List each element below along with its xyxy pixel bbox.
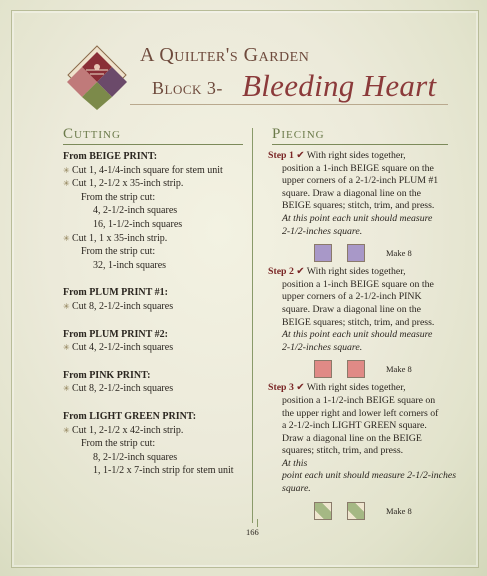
step-text: squares; stitch, trim, and press.: [282, 445, 404, 457]
check-icon: ✔: [293, 150, 307, 161]
block-unit-swatch: [314, 244, 332, 262]
step-line: [268, 175, 463, 188]
flower-bullet-icon: ✳: [63, 343, 70, 353]
step-line: [268, 279, 463, 292]
page-number: 166: [246, 527, 259, 537]
cutting-line: [63, 164, 251, 178]
step-line: [268, 200, 463, 213]
block-unit-swatch: [347, 502, 365, 520]
cutting-line-text: From the strip cut:: [81, 246, 156, 258]
cutting-line: [63, 245, 251, 259]
piecing-heading: Piecing: [272, 126, 325, 142]
column-divider: [252, 128, 253, 523]
block-name: Bleeding Heart: [242, 68, 437, 103]
cutting-line: [63, 218, 251, 232]
step-text: square. Draw a diagonal line on the: [282, 187, 422, 199]
block-unit-swatch: [314, 360, 332, 378]
step-text: With right sides together,: [306, 150, 406, 161]
cutting-line: [63, 232, 251, 246]
measure-note: 2-1/2-inches square.: [282, 225, 363, 237]
cutting-section-title: From BEIGE PRINT:: [63, 151, 158, 162]
flower-bullet-icon: ✳: [63, 384, 70, 394]
step-line: [268, 150, 463, 163]
cutting-line-text: 4, 2-1/2-inch squares: [93, 205, 178, 217]
block-unit-swatch: [347, 360, 365, 378]
step-text: Draw a diagonal line on the BEIGE: [282, 432, 422, 444]
cutting-line: [63, 424, 251, 438]
step-line: [268, 408, 463, 421]
step-text: With right sides together,: [306, 266, 406, 278]
cutting-line-text: Cut 4, 2-1/2-inch squares: [72, 342, 174, 354]
step-text: BEIGE squares; stitch, trim, and press.: [282, 200, 435, 212]
cutting-section-title: From PLUM PRINT #2:: [63, 328, 168, 340]
cutting-section-title: From LIGHT GREEN PRINT:: [63, 410, 197, 422]
make-row: [268, 238, 463, 266]
cutting-line-text: Cut 1, 2-1/2 x 35-inch strip.: [72, 178, 184, 190]
measure-note: point each unit should measure 2-1/2-inches: [282, 470, 457, 482]
step-text: square. Draw a diagonal line on the: [282, 303, 422, 315]
step-line: [268, 163, 463, 176]
measure-note: 2-1/2-inches square.: [282, 341, 363, 353]
title-rule: [130, 104, 448, 105]
measure-note: At this point each unit should measure: [282, 212, 433, 224]
cutting-line: [63, 451, 251, 465]
measure-note: square.: [282, 483, 311, 495]
cutting-line-text: From the strip cut:: [81, 191, 156, 203]
step-label: Step 3: [268, 382, 294, 394]
piecing-step: [268, 382, 463, 523]
cutting-line-text: From the strip cut:: [81, 438, 156, 450]
step-line: [268, 382, 463, 395]
step-text: position a 1-inch BEIGE square on the: [282, 278, 434, 290]
make-count: Make 8: [386, 248, 412, 259]
cutting-line-text: Cut 1, 4-1/4-inch square for stem unit: [72, 164, 223, 176]
block-label: Block 3-: [152, 78, 223, 98]
cutting-line-text: 1, 1-1/2 x 7-inch strip for stem unit: [93, 465, 234, 477]
step-text: position a 1-1/2-inch BEIGE square on: [282, 394, 436, 406]
step-line: [268, 304, 463, 317]
make-row: [268, 354, 463, 382]
step-line: [268, 188, 463, 201]
flower-bullet-icon: ✳: [63, 179, 70, 189]
step-line: [268, 445, 463, 458]
cutting-line-text: Cut 8, 2-1/2-inch squares: [72, 383, 174, 395]
make-count: Make 8: [386, 505, 412, 516]
cutting-line: [63, 300, 251, 314]
block-unit-swatch: [347, 244, 365, 262]
piecing-column: [268, 150, 463, 524]
step-text: upper corners of a 2-1/2-inch PINK: [282, 291, 422, 303]
cutting-line: [63, 204, 251, 218]
series-title: A Quilter's Garden: [140, 44, 310, 66]
cutting-heading-rule: [63, 144, 243, 145]
cutting-line: [63, 341, 251, 355]
flower-bullet-icon: ✳: [63, 425, 70, 435]
cutting-line: [63, 382, 251, 396]
step-label: Step 2: [268, 266, 294, 278]
step-text: a 2-1/2-inch LIGHT GREEN square.: [282, 420, 427, 432]
step-line: [268, 433, 463, 446]
step-line: [268, 317, 463, 330]
cutting-line: [63, 177, 251, 191]
piecing-step: [268, 266, 463, 382]
flower-bullet-icon: ✳: [63, 301, 70, 311]
step-label: Step 1: [268, 150, 294, 161]
cutting-line-text: Cut 1, 1 x 35-inch strip.: [72, 232, 168, 244]
cutting-heading: Cutting: [63, 126, 121, 142]
step-text: BEIGE squares; stitch, trim, and press.: [282, 316, 435, 328]
measure-note: At this point each unit should measure: [282, 329, 433, 341]
cutting-line-text: 32, 1-inch squares: [93, 259, 167, 271]
cutting-line-text: Cut 8, 2-1/2-inch squares: [72, 300, 174, 312]
footer-rule: [257, 519, 258, 527]
step-line: [268, 395, 463, 408]
cutting-line-text: Cut 1, 2-1/2 x 42-inch strip.: [72, 424, 184, 436]
cutting-line: [63, 191, 251, 205]
cutting-line-text: 8, 2-1/2-inch squares: [93, 451, 178, 463]
step-text: With right sides together,: [306, 382, 406, 394]
cutting-line-text: 16, 1-1/2-inch squares: [93, 218, 183, 230]
measure-note: At this: [282, 457, 308, 469]
step-text: position a 1-inch BEIGE square on the: [282, 162, 434, 174]
step-line: [268, 291, 463, 304]
piecing-heading-rule: [272, 144, 448, 145]
check-icon: ✔: [293, 382, 307, 394]
flower-bullet-icon: ✳: [63, 165, 70, 175]
cutting-section-title: From PLUM PRINT #1:: [63, 287, 168, 299]
make-count: Make 8: [386, 364, 412, 375]
step-line: [268, 420, 463, 433]
step-line: [268, 266, 463, 279]
cutting-line: [63, 437, 251, 451]
cutting-section-title: From PINK PRINT:: [63, 369, 151, 381]
check-icon: ✔: [293, 266, 307, 278]
flower-bullet-icon: ✳: [63, 233, 70, 243]
step-text: upper corners of a 2-1/2-inch PLUM #1: [282, 175, 439, 187]
cutting-line: [63, 464, 251, 478]
step-text: the upper right and lower left corners of: [282, 407, 439, 419]
garden-logo: [66, 44, 128, 110]
piecing-step: [268, 150, 463, 266]
cutting-line: [63, 259, 251, 273]
cutting-column: [63, 150, 251, 478]
make-row: [268, 496, 463, 524]
block-number: [152, 78, 223, 99]
block-unit-swatch: [314, 502, 332, 520]
